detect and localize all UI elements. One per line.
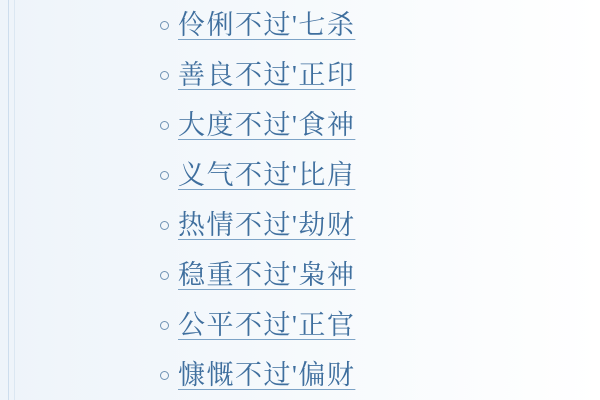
bulleted-list [150, 0, 600, 400]
list-item[interactable] [150, 100, 600, 150]
bullet-circle-icon [150, 371, 178, 380]
list-item[interactable] [150, 50, 600, 100]
bullet-circle-icon [150, 171, 178, 180]
list-item-label[interactable]: 伶俐不过'七杀 [178, 10, 356, 40]
list-item[interactable] [150, 0, 600, 50]
list-item-label[interactable]: 义气不过'比肩 [178, 160, 356, 190]
list-item-label[interactable]: 公平不过'正官 [178, 310, 356, 340]
list-item[interactable] [150, 350, 600, 400]
list-item-label[interactable]: 热情不过'劫财 [178, 210, 356, 240]
bullet-circle-icon [150, 321, 178, 330]
bullet-circle-icon [150, 121, 178, 130]
list-item-label[interactable]: 慷慨不过'偏财 [178, 360, 356, 390]
bullet-circle-icon [150, 21, 178, 30]
list-item-label[interactable]: 稳重不过'枭神 [178, 260, 356, 290]
bullet-circle-icon [150, 71, 178, 80]
list-item-label[interactable]: 善良不过'正印 [178, 60, 356, 90]
list-item[interactable] [150, 150, 600, 200]
list-item[interactable] [150, 300, 600, 350]
bullet-circle-icon [150, 271, 178, 280]
margin-rule-left-secondary [14, 0, 15, 400]
list-item-label[interactable]: 大度不过'食神 [178, 110, 356, 140]
margin-rule-left [8, 0, 9, 400]
list-item[interactable] [150, 250, 600, 300]
list-item[interactable] [150, 200, 600, 250]
bullet-circle-icon [150, 221, 178, 230]
